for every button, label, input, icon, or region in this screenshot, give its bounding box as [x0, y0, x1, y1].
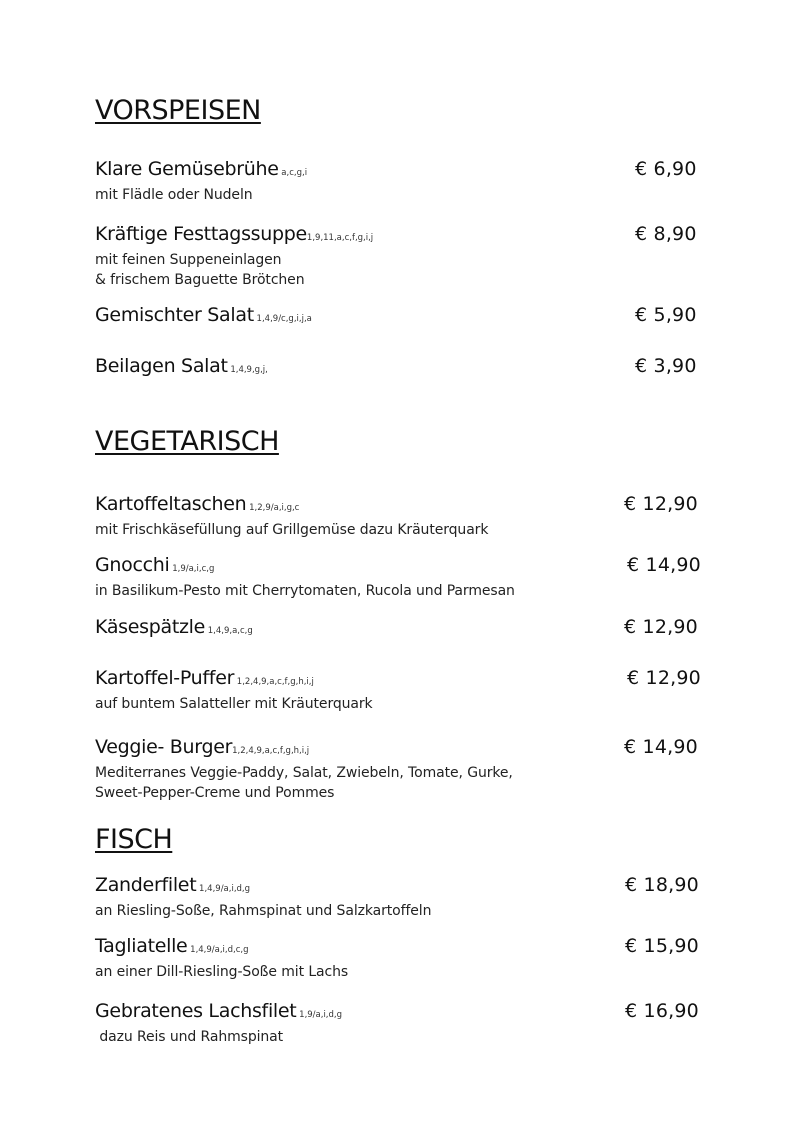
item-description: Sweet-Pepper-Creme und Pommes [95, 785, 335, 801]
item-name: Veggie- Burger [95, 736, 233, 758]
allergen-codes: 1,9/a,i,c,g [169, 564, 215, 574]
menu-item [95, 615, 700, 643]
item-price: € 12,90 [627, 667, 701, 689]
menu-item [95, 735, 700, 803]
allergen-codes: 1,9,11,a,c,f,g,i,j [306, 233, 374, 243]
item-name-line [95, 553, 700, 581]
item-name-line [95, 735, 700, 763]
item-name-line [95, 615, 700, 643]
item-name-line [95, 354, 700, 382]
item-description: auf buntem Salatteller mit Kräuterquark [95, 696, 373, 712]
menu-item [95, 999, 700, 1047]
item-name: Kräftige Festtagssuppe [95, 223, 307, 245]
menu-item [95, 354, 700, 382]
item-name: Gnocchi [95, 554, 170, 576]
item-description: mit feinen Suppeneinlagen [95, 252, 282, 268]
item-name-line [95, 222, 700, 250]
menu-item [95, 222, 700, 290]
item-price: € 5,90 [635, 304, 697, 326]
item-name: Kartoffeltaschen [95, 493, 247, 515]
item-name-line [95, 303, 700, 331]
item-description: Mediterranes Veggie-Paddy, Salat, Zwiebeln, Tomate, Gurke, [95, 765, 513, 781]
item-name-line [95, 157, 700, 185]
menu-item [95, 492, 700, 540]
item-price: € 15,90 [625, 935, 699, 957]
item-price: € 14,90 [627, 554, 701, 576]
item-price: € 18,90 [625, 874, 699, 896]
item-description: dazu Reis und Rahmspinat [95, 1029, 284, 1045]
allergen-codes: a,c,g,i [278, 168, 308, 178]
allergen-codes: 1,4,9,g,j, [227, 365, 268, 375]
allergen-codes: 1,4,9,a,c,g [205, 626, 253, 636]
item-name-line [95, 999, 700, 1027]
item-description: & frischem Baguette Brötchen [95, 272, 305, 288]
item-name: Gebratenes Lachsfilet [95, 1000, 297, 1022]
item-name: Tagliatelle [95, 935, 188, 957]
section-heading-fisch: FISCH [95, 824, 173, 855]
item-name: Käsespätzle [95, 616, 206, 638]
item-price: € 8,90 [635, 223, 697, 245]
menu-item [95, 553, 700, 601]
item-description: mit Frischkäsefüllung auf Grillgemüse dazu Kräuterquark [95, 522, 489, 538]
item-name: Beilagen Salat [95, 355, 228, 377]
item-name: Kartoffel-Puffer [95, 667, 235, 689]
section-heading-vorspeisen: VORSPEISEN [95, 95, 261, 126]
item-description: an einer Dill-Riesling-Soße mit Lachs [95, 964, 349, 980]
item-price: € 12,90 [624, 493, 698, 515]
item-name-line [95, 873, 700, 901]
item-description: an Riesling-Soße, Rahmspinat und Salzkartoffeln [95, 903, 432, 919]
item-name: Klare Gemüsebrühe [95, 158, 279, 180]
menu-item [95, 873, 700, 921]
allergen-codes: 1,4,9/a,i,d,c,g [187, 945, 249, 955]
allergen-codes: 1,2,4,9,a,c,f,g,h,i,j [232, 746, 310, 756]
item-price: € 6,90 [635, 158, 697, 180]
allergen-codes: 1,2,4,9,a,c,f,g,h,i,j [234, 677, 314, 687]
allergen-codes: 1,2,9/a,i,g,c [246, 503, 300, 513]
item-price: € 3,90 [635, 355, 697, 377]
item-name-line [95, 934, 700, 962]
item-name-line [95, 666, 700, 694]
section-heading-vegetarisch: VEGETARISCH [95, 426, 279, 457]
menu-item [95, 157, 700, 205]
item-price: € 14,90 [624, 736, 698, 758]
item-price: € 16,90 [625, 1000, 699, 1022]
item-name: Zanderfilet [95, 874, 197, 896]
item-description: in Basilikum-Pesto mit Cherrytomaten, Rucola und Parmesan [95, 583, 515, 599]
allergen-codes: 1,9/a,i,d,g [296, 1010, 343, 1020]
item-price: € 12,90 [624, 616, 698, 638]
allergen-codes: 1,4,9/a,i,d,g [196, 884, 251, 894]
item-description: mit Flädle oder Nudeln [95, 187, 253, 203]
menu-item [95, 934, 700, 982]
menu-item [95, 303, 700, 331]
menu-item [95, 666, 700, 714]
allergen-codes: 1,4,9/c,g,i,j,a [253, 314, 312, 324]
item-name: Gemischter Salat [95, 304, 254, 326]
item-name-line [95, 492, 700, 520]
